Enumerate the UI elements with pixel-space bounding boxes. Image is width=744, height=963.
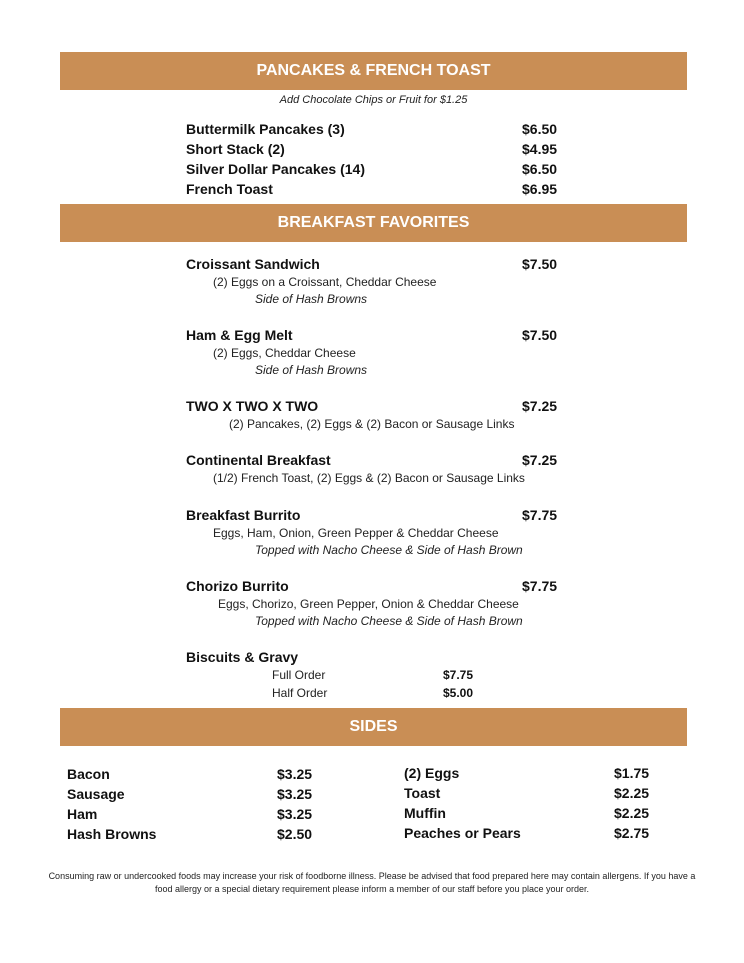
side-item-price: $2.25 (614, 785, 650, 801)
menu-item-price: $4.95 (522, 141, 558, 157)
menu-item-price: $7.75 (522, 507, 558, 523)
menu-item-price: $7.25 (522, 398, 558, 414)
menu-item-name: Chorizo Burrito (186, 578, 289, 594)
menu-item-name: TWO X TWO X TWO (186, 398, 319, 414)
option-price: $7.75 (443, 668, 474, 682)
option-label: Full Order (272, 668, 326, 682)
menu-item-price: $7.50 (522, 327, 558, 343)
section-header-pancakes (60, 52, 687, 90)
side-item-price: $1.75 (614, 765, 650, 781)
menu-item-name: Ham & Egg Melt (186, 327, 293, 343)
side-item-name: Bacon (67, 766, 110, 782)
menu-item-name: Breakfast Burrito (186, 507, 301, 523)
side-item-price: $3.25 (277, 786, 313, 802)
menu-item-name: Buttermilk Pancakes (3) (186, 121, 345, 137)
side-item-name: (2) Eggs (404, 765, 460, 781)
section-header-sides (60, 708, 687, 746)
section-header-breakfast (60, 204, 687, 242)
side-item-price: $2.75 (614, 825, 650, 841)
side-item-name: Ham (67, 806, 98, 822)
menu-item-name: Biscuits & Gravy (186, 649, 299, 665)
option-label: Half Order (272, 686, 328, 700)
menu-item-description: Eggs, Ham, Onion, Green Pepper & Cheddar Cheese (213, 526, 499, 540)
section-title: SIDES (349, 718, 398, 735)
menu-item-side: Side of Hash Browns (255, 363, 368, 377)
side-item-price: $2.50 (277, 826, 313, 842)
side-item-name: Sausage (67, 786, 125, 802)
side-item-name: Muffin (404, 805, 446, 821)
menu-item-name: Silver Dollar Pancakes (14) (186, 161, 365, 177)
menu-item-price: $7.25 (522, 452, 558, 468)
menu-item-name: Continental Breakfast (186, 452, 331, 468)
allergen-disclaimer: Consuming raw or undercooked foods may increase your risk of foodborne illness. Please be advised that food prepared here may contain allergens. If you have a food allergy or a special dietary requirement please inform a member of our staff before you place your order. (48, 871, 696, 894)
menu-item-side: Topped with Nacho Cheese & Side of Hash Brown (255, 614, 523, 628)
menu-item-description: (2) Pancakes, (2) Eggs & (2) Bacon or Sausage Links (229, 417, 515, 431)
side-item-price: $3.25 (277, 806, 313, 822)
menu-item-price: $7.50 (522, 256, 558, 272)
menu-item-description: Eggs, Chorizo, Green Pepper, Onion & Cheddar Cheese (218, 597, 519, 611)
menu-item-description: (1/2) French Toast, (2) Eggs & (2) Bacon or Sausage Links (213, 471, 525, 485)
menu-item-description: (2) Eggs on a Croissant, Cheddar Cheese (213, 275, 437, 289)
section-title: PANCAKES & FRENCH TOAST (256, 62, 491, 79)
side-item-name: Hash Browns (67, 826, 157, 842)
menu-item-price: $6.50 (522, 161, 558, 177)
menu-item-price: $7.75 (522, 578, 558, 594)
menu-item-name: Short Stack (2) (186, 141, 285, 157)
pancakes-addon-note: Add Chocolate Chips or Fruit for $1.25 (279, 94, 468, 106)
menu-item-name: Croissant Sandwich (186, 256, 320, 272)
menu-item-price: $6.95 (522, 181, 558, 197)
side-item-price: $3.25 (277, 766, 313, 782)
side-item-name: Toast (404, 785, 441, 801)
side-item-name: Peaches or Pears (404, 825, 521, 841)
side-item-price: $2.25 (614, 805, 650, 821)
section-title: BREAKFAST FAVORITES (277, 214, 470, 231)
menu-item-side: Side of Hash Browns (255, 292, 368, 306)
option-price: $5.00 (443, 686, 474, 700)
menu-item-name: French Toast (186, 181, 273, 197)
menu-item-price: $6.50 (522, 121, 558, 137)
menu-item-description: (2) Eggs, Cheddar Cheese (213, 346, 356, 360)
menu-item-side: Topped with Nacho Cheese & Side of Hash Brown (255, 543, 523, 557)
